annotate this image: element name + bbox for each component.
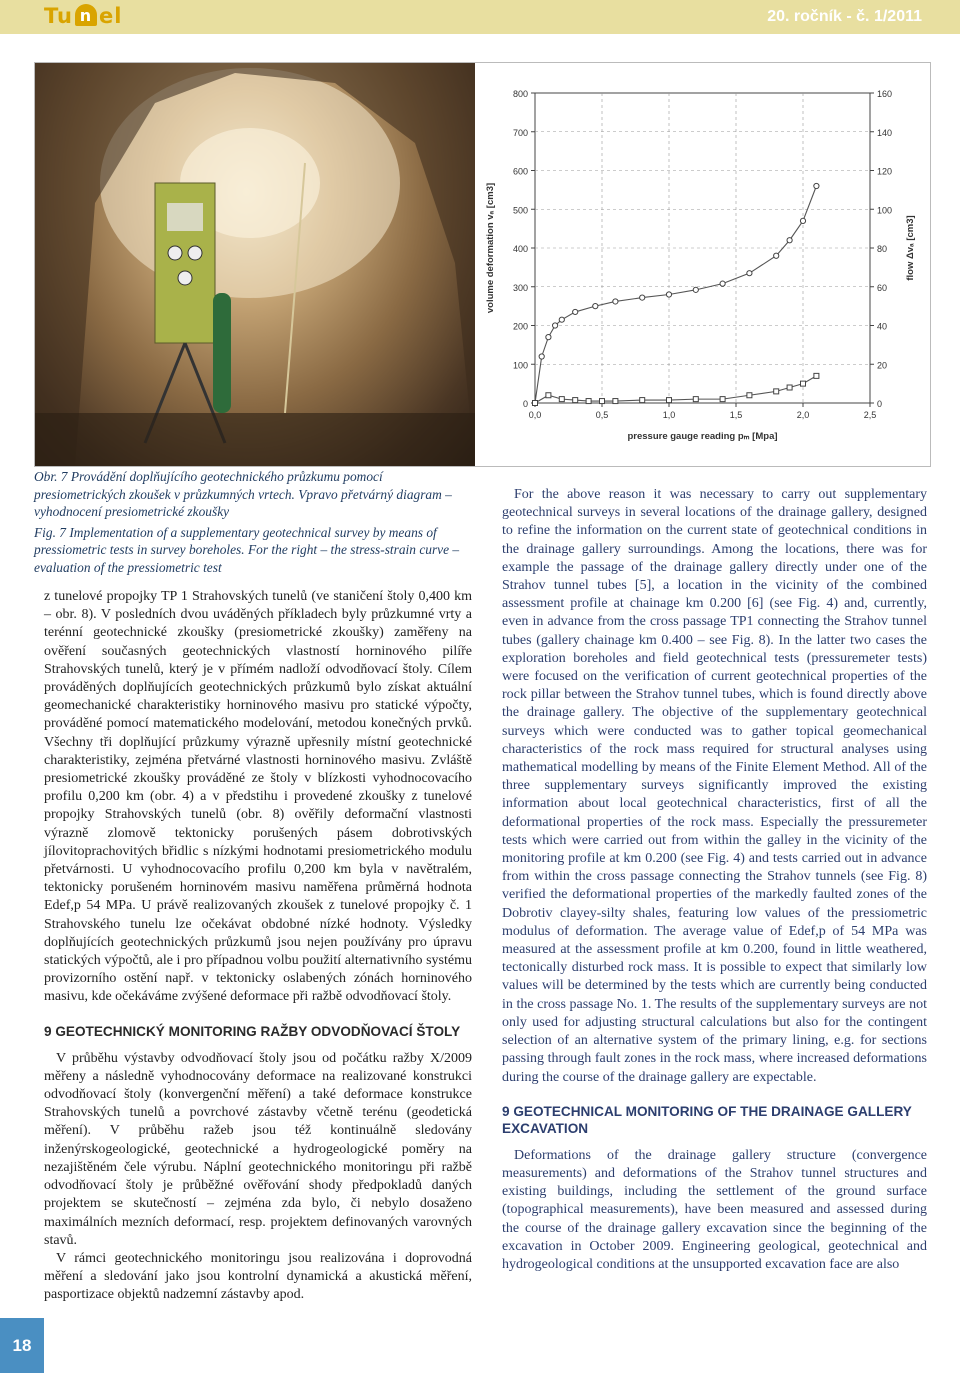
data-point-circle bbox=[573, 309, 578, 314]
x-tick-label: 0,5 bbox=[595, 410, 609, 420]
data-point-square bbox=[533, 401, 538, 406]
y-left-tick-label: 500 bbox=[512, 205, 528, 216]
tunnel-photo-drawing bbox=[35, 63, 475, 466]
data-point-square bbox=[720, 397, 725, 402]
y-right-tick-label: 20 bbox=[877, 360, 888, 371]
chart-svg bbox=[475, 63, 930, 466]
y-right-tick-label: 0 bbox=[877, 399, 883, 409]
logo-text-left: Tu bbox=[44, 4, 73, 28]
data-point-circle bbox=[613, 299, 618, 304]
y-left-tick-label: 600 bbox=[512, 166, 528, 177]
y-left-tick-label: 800 bbox=[512, 89, 528, 99]
data-point-circle bbox=[553, 323, 558, 328]
y-right-tick-label: 100 bbox=[877, 205, 893, 216]
data-point-square bbox=[546, 393, 551, 398]
issue-label: 20. ročník - č. 1/2011 bbox=[767, 8, 922, 25]
data-point-circle bbox=[787, 238, 792, 243]
y-right-axis-label: flow Δvₐ [cm3] bbox=[905, 215, 916, 281]
right-column-english bbox=[502, 486, 927, 1274]
caption-czech: Obr. 7 Provádění doplňujícího geotechnického průzkumu pomocí presiometrických zkoušek v průzkumných vrtech. Vpravo přetvárný diagram – vyhodnocení presiometrické zkoušky bbox=[34, 469, 452, 520]
paragraph: For the above reason it was necessary to carry out supplementary geotechnical surveys in several locations of the drainage gallery, designed to refine the information on the current state of geotechnical conditions in the drainage gallery surroundings. Among the locations, there was for example the passage of the drainage gallery directly under one of the Strahov tunnel tubes [5], a location in the vicinity of the combined assessment profile at chainage km 0.200 [6] (see Fig. 4) and, currently, even in advance from the cross passage TP1 connecting the Strahov tunnel tubes (gallery chainage km 0.400 – see Fig. 8). In the latter two cases the exploration boreholes and field geotechnical tests (pressuremeter tests) were focused on the verification of current geotechnical properties of the rock pillar between the Strahov tunnel tubes, which is found directly above the drainage gallery. The objective of the supplementary geotechnical surveys which were conducted was to gather topical geomechanical characteristics of the rock mass required for structural analyses using mathematical modelling by means of the Finite Element Method. All of the three supplementary surveys significantly improved the existing information about local geotechnical characteristics, first of all the deformational properties of the rock mass. Especially the pressuremeter tests which were carried out from within the galley in the vicinity of the monitoring profile at km 0.200 (see Fig. 4) and tests carried out in advance from within the cross passage connecting the Strahov tunnels (see Fig. 8) verified the deformational properties of the markedly faulted zones of the Dobrotiv clayey-silty shales, featuring low values of the pressiometric modulus of deformation. The average value of Edef,p of 54 MPa was measured at the assessment profile at km 0.200, found in little weathered, tectonically disturbed rock mass. It is possible to expect that similarly low values will be determined by the tests which are currently being conducted in the cross passage No. 1. The results of the supplementary surveys are not only used for adjusting structural calculations but also for the contingent selection of an alternative system of the primary lining, e.g. for sections passing through fault zones in the rock mass, where increased deformations during the course of the drainage gallery are expectable. bbox=[502, 487, 927, 1085]
x-tick-label: 1,0 bbox=[662, 410, 676, 420]
data-point-circle bbox=[774, 253, 779, 258]
data-point-square bbox=[613, 399, 618, 404]
data-point-square bbox=[586, 399, 591, 404]
y-left-tick-label: 300 bbox=[512, 282, 528, 293]
data-point-square bbox=[573, 398, 578, 403]
data-point-square bbox=[814, 373, 819, 378]
y-left-tick-label: 0 bbox=[522, 399, 528, 409]
data-point-circle bbox=[546, 335, 551, 340]
data-point-circle bbox=[593, 304, 598, 309]
data-point-circle bbox=[720, 281, 725, 286]
y-left-axis-label: volume deformation vₐ [cm3] bbox=[485, 182, 496, 314]
data-point-circle bbox=[539, 354, 544, 359]
x-axis-label: pressure gauge reading pₘ [Mpa] bbox=[627, 431, 778, 442]
data-point-square bbox=[693, 397, 698, 402]
y-left-tick-label: 400 bbox=[512, 244, 528, 254]
gauge-icon bbox=[178, 271, 192, 285]
data-point-circle bbox=[693, 287, 698, 292]
data-point-square bbox=[774, 389, 779, 394]
figure-captions bbox=[34, 468, 474, 580]
y-right-tick-label: 80 bbox=[877, 244, 888, 254]
gauge-icon bbox=[168, 246, 182, 260]
y-left-tick-label: 100 bbox=[512, 360, 528, 371]
y-right-tick-label: 120 bbox=[877, 166, 893, 177]
data-point-square bbox=[559, 397, 564, 402]
data-point-square bbox=[640, 398, 645, 403]
left-column-czech bbox=[44, 588, 472, 1305]
caption-english: Fig. 7 Implementation of a supplementary geotechnical survey by means of pressiometric tests in survey boreholes. For the right – the stress-strain curve – evaluation of the pressiometric test bbox=[34, 524, 460, 575]
page-header bbox=[0, 0, 960, 34]
x-tick-label: 2,5 bbox=[863, 410, 877, 420]
data-point-circle bbox=[800, 218, 805, 223]
data-point-circle bbox=[747, 271, 752, 276]
series-line-1 bbox=[535, 186, 816, 403]
data-point-circle bbox=[666, 292, 671, 297]
y-right-tick-label: 160 bbox=[877, 89, 893, 99]
tunnel-floor bbox=[35, 413, 475, 466]
x-tick-label: 1,5 bbox=[729, 410, 743, 420]
section-heading: 9 GEOTECHNICAL MONITORING OF THE DRAINAGE GALLERY EXCAVATION bbox=[502, 1103, 912, 1136]
paragraph: V rámci geotechnického monitoringu jsou realizována i doprovodná měření a sledování jako jsou kontrolní dynamická a akustická měření, pasportizace objektů nadzemní zástavby apod. bbox=[44, 1250, 472, 1303]
device-panel bbox=[167, 203, 203, 231]
y-right-tick-label: 140 bbox=[877, 127, 893, 138]
y-left-tick-label: 700 bbox=[512, 127, 528, 138]
tunnel-photo bbox=[35, 63, 475, 466]
page-number: 18 bbox=[0, 1318, 44, 1373]
gauge-icon bbox=[188, 246, 202, 260]
data-point-circle bbox=[559, 317, 564, 322]
data-point-square bbox=[787, 385, 792, 390]
x-tick-label: 0,0 bbox=[528, 410, 542, 420]
data-point-circle bbox=[814, 183, 819, 188]
data-point-square bbox=[801, 381, 806, 386]
logo-text-right: el bbox=[98, 4, 123, 28]
y-right-tick-label: 60 bbox=[877, 282, 888, 293]
gas-cylinder bbox=[213, 293, 231, 413]
paragraph: Deformations of the drainage gallery structure (convergence measurements) and deformations of the Strahov tunnel structures and existing buildings, including the settlement of the ground surface (topographical measurements), have been measured and assessed during the course of the drainage gallery excavation since the beginning of the excavation in October 2009. Engineering geological, geotechnical and hydrogeological conditions at the unsupported excavation face are also bbox=[502, 1147, 927, 1272]
data-point-circle bbox=[640, 295, 645, 300]
data-point-square bbox=[747, 393, 752, 398]
y-left-tick-label: 200 bbox=[512, 321, 528, 332]
y-right-tick-label: 40 bbox=[877, 321, 888, 332]
section-heading: 9 GEOTECHNICKÝ MONITORING RAŽBY ODVODŇOVACÍ ŠTOLY bbox=[44, 1023, 461, 1039]
logo-mark: n bbox=[75, 4, 97, 26]
stress-strain-chart bbox=[475, 63, 930, 466]
paragraph: V průběhu výstavby odvodňovací štoly jsou od počátku ražby X/2009 měřeny a následně vyhodnocovány deformace na realizované konstrukci odvodňovací štoly (konvergenční měření) a také deformace konstrukce Strahovských tunelů a povrchové zástavby včetně terénu (geodetická měření). V průběhu ražeb jsou též kontinuálně sledovány inženýrskogeologické, geotechnické a hydrogeologické poměry na nezajištěném čele výrubu. Náplní geotechnického monitoringu při ražbě odvodňovací štoly je průběžné ověřování shody předpokladů daných projektem se skutečností – zejména zda bylo, či nebylo dosaženo maximálních mezních deformací, resp. projektem definovaných varovných stavů. bbox=[44, 1050, 472, 1248]
figure-7 bbox=[34, 62, 931, 467]
journal-logo bbox=[44, 4, 122, 28]
x-tick-label: 2,0 bbox=[796, 410, 810, 420]
paragraph: z tunelové propojky TP 1 Strahovských tunelů (ve staničení štoly 0,400 km – obr. 8). V posledních dvou uváděných příkladech byly průzkumné vrty a terénní geotechnické zkoušky (presiometrické zkoušky) zaměřeny na ověření současných geotechnických vlastností horninového pilíře Strahovských tunelů, který je v přímém nadloží odvodňovací štoly. Cílem prováděných doplňujících geotechnických průzkumů bylo získat aktuální geomechanické charakteristiky horninového masivu pro statické výpočty, prováděné pomocí matematického modelování, metodou konečných prvků. Všechny tři doplňující průzkumy výrazně upřesnily místní geotechnické charakteristiky, zejména přetvárné vlastnosti horninového masivu. Zvláště presiometrické zkoušky prováděné ze štoly v blízkosti vyhodnocovacího profilu 0,200 km (obr. 4) a v předstihu i provedené zkoušky z tunelové propojky Strahovských tunelů (obr. 8) ověřily deformační vlastnosti výrazně zlomově tektonicky porušených pásem dobrotivských jílovitoprachovitých břidlic s nízkými hodnotami presiometrického modulu přetvárnosti. U vyhodnocovacího profilu 0,200 km byla v navětralém, tektonicky porušeném horninovém masivu naměřena průměrná hodnota Edef,p 54 MPa. U právě realizovaných zkoušek z tunelové propojky č. 1 Strahovského tunelu lze očekávat obdobné nízké hodnoty. Výsledky doplňujících geotechnických průzkumů jsou nejen používány pro úpravu statických výpočtů, ale i pro případnou volbu použití alternativního systému provizorního ostění např. v tektonicky oslabených zónách horninového masivu, kde očekáváme zvýšené deformace při ražbě odvodňovací štoly. bbox=[44, 589, 472, 1005]
data-point-square bbox=[667, 398, 672, 403]
data-point-square bbox=[600, 399, 605, 404]
